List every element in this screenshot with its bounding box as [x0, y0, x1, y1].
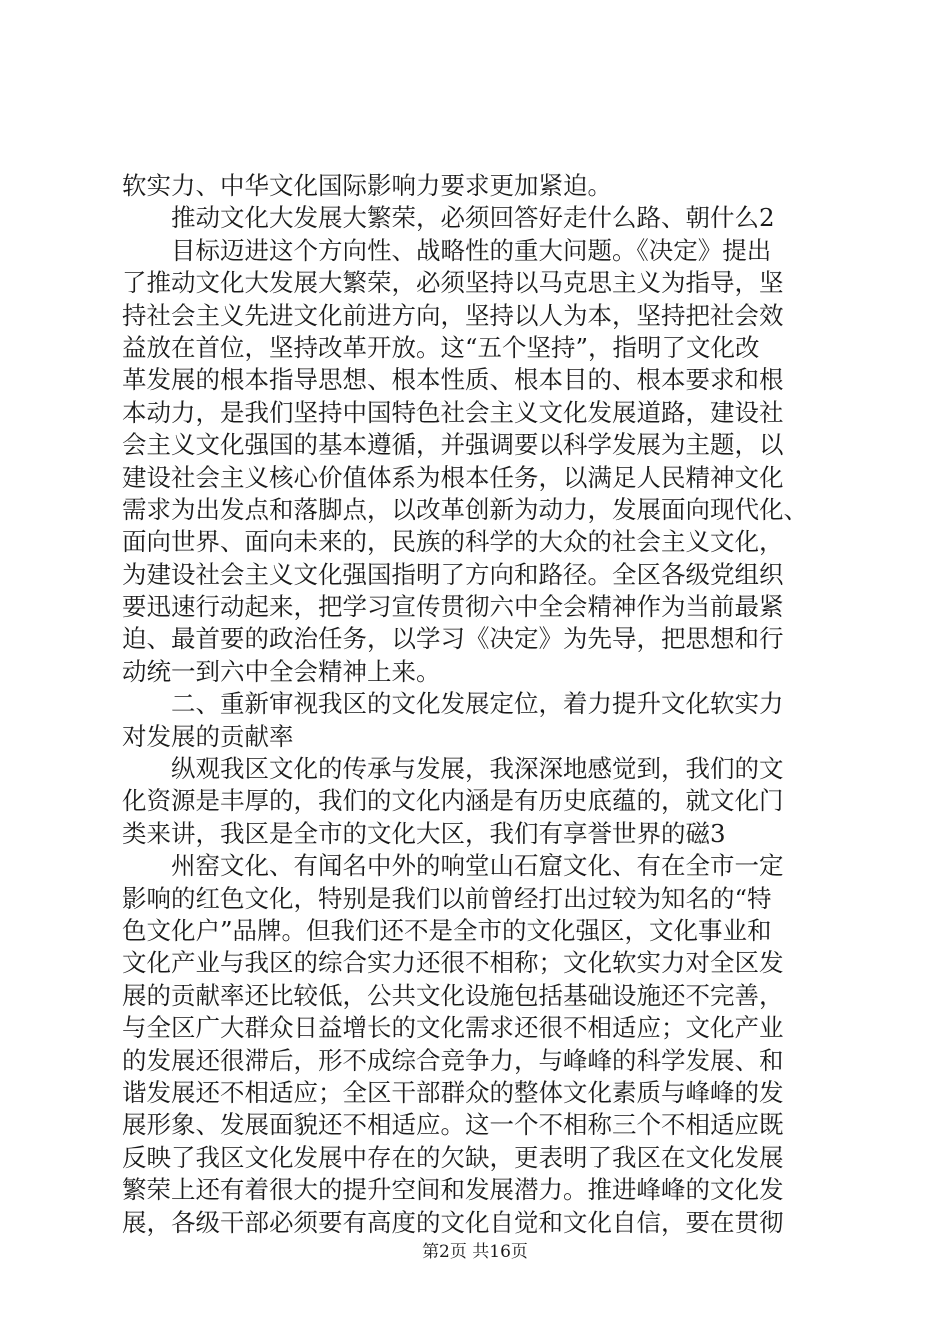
text-line: 的发展还很滞后，形不成综合竞争力，与峰峰的科学发展、和	[122, 1045, 784, 1075]
text-line: 展，各级干部必须要有高度的文化自觉和文化自信，要在贯彻	[122, 1207, 784, 1237]
text-line: 持社会主义先进文化前进方向，坚持以人为本，坚持把社会效	[122, 300, 784, 330]
text-line: 了推动文化大发展大繁荣，必须坚持以马克思主义为指导，坚	[122, 268, 784, 298]
text-line: 反映了我区文化发展中存在的欠缺，更表明了我区在文化发展	[122, 1142, 784, 1172]
text-line: 州窑文化、有闻名中外的响堂山石窟文化、有在全市一定	[171, 851, 784, 881]
text-line: 要迅速行动起来，把学习宣传贯彻六中全会精神作为当前最紧	[122, 592, 784, 622]
text-line: 目标迈进这个方向性、战略性的重大问题。《决定》提出	[171, 235, 772, 265]
body-text	[122, 170, 842, 1239]
text-line: 纵观我区文化的传承与发展，我深深地感觉到，我们的文	[171, 754, 784, 784]
text-line: 需求为出发点和落脚点，以改革创新为动力，发展面向现代化、	[122, 494, 808, 524]
text-line: 文化产业与我区的综合实力还很不相称；文化软实力对全区发	[122, 948, 784, 978]
text-line: 展形象、发展面貌还不相适应。这一个不相称三个不相适应既	[122, 1110, 784, 1140]
text-line: 谐发展还不相适应；全区干部群众的整体文化素质与峰峰的发	[122, 1077, 784, 1107]
text-line: 益放在首位，坚持改革开放。这“五个坚持”，指明了文化改	[122, 332, 760, 362]
text-line: 迫、最首要的政治任务，以学习《决定》为先导，把思想和行	[122, 624, 784, 654]
text-line: 建设社会主义核心价值体系为根本任务，以满足人民精神文化	[122, 462, 784, 492]
text-line: 类来讲，我区是全市的文化大区，我们有享誉世界的磁3	[122, 818, 726, 848]
text-line: 软实力、中华文化国际影响力要求更加紧迫。	[122, 171, 612, 200]
text-line: 影响的红色文化，特别是我们以前曾经打出过较为知名的“特	[122, 883, 772, 913]
text-line: 动统一到六中全会精神上来。	[122, 656, 441, 686]
text-line: 为建设社会主义文化强国指明了方向和路径。全区各级党组织	[122, 559, 784, 589]
text-line: 化资源是丰厚的，我们的文化内涵是有历史底蕴的，就文化门	[122, 786, 784, 816]
text-line: 繁荣上还有着很大的提升空间和发展潜力。推进峰峰的文化发	[122, 1175, 784, 1205]
text-line: 色文化户”品牌。但我们还不是全市的文化强区，文化事业和	[122, 915, 772, 945]
text-line: 会主义文化强国的基本遵循，并强调要以科学发展为主题，以	[122, 430, 784, 460]
text-line: 展的贡献率还比较低，公共文化设施包括基础设施还不完善，	[122, 980, 784, 1010]
text-line: 推动文化大发展大繁荣，必须回答好走什么路、朝什么2	[171, 203, 775, 233]
text-line: 革发展的根本指导思想、根本性质、根本目的、根本要求和根	[122, 365, 784, 395]
text-line: 面向世界、面向未来的，民族的科学的大众的社会主义文化，	[122, 527, 784, 557]
page-footer: 第2页 共16页	[422, 1242, 528, 1262]
section-heading: 二、重新审视我区的文化发展定位，着力提升文化软实力	[171, 689, 784, 719]
section-heading-cont: 对发展的贡献率	[122, 721, 294, 751]
text-line: 本动力，是我们坚持中国特色社会主义文化发展道路，建设社	[122, 397, 784, 427]
text-line: 与全区广大群众日益增长的文化需求还很不相适应；文化产业	[122, 1013, 784, 1043]
